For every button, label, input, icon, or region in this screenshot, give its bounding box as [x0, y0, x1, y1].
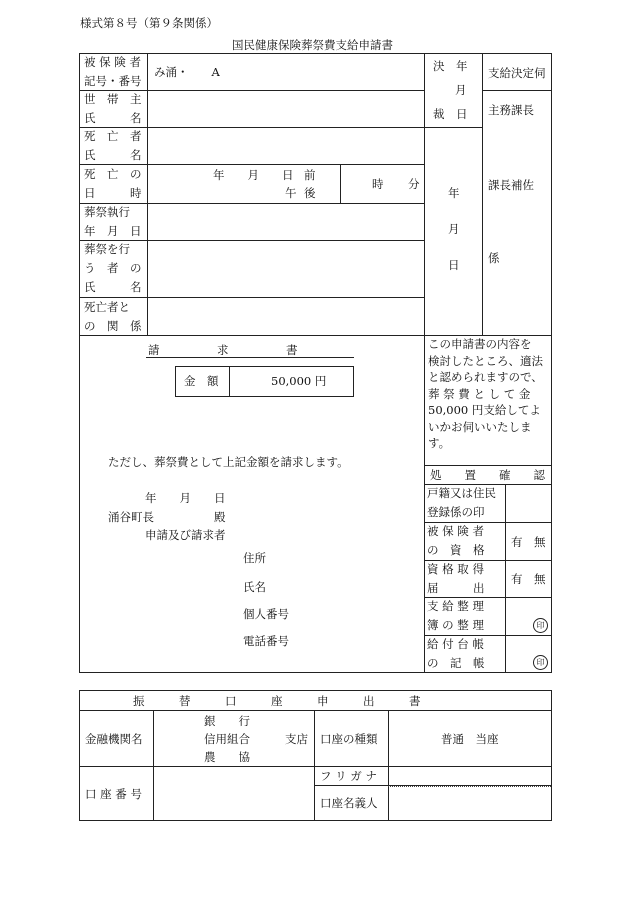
- death-am[interactable]: 前: [304, 168, 316, 182]
- death-hour: 時: [372, 177, 384, 191]
- relation-field[interactable]: [148, 299, 423, 334]
- review-text: この申請書の内容を 検討したところ、適法 と認められますので、 葬 祭 費 と し て 金 50,000 円支給してよ いかお伺いいたしま す。: [428, 337, 543, 450]
- decision-year: 年: [448, 186, 460, 200]
- transfer-heading: 振 替 口 座 申 出 書: [133, 694, 421, 708]
- qualification-yes-no[interactable]: 有 無: [511, 535, 546, 549]
- decision-day: 日: [448, 258, 460, 272]
- funeral-person-field[interactable]: [148, 241, 423, 296]
- account-number-field[interactable]: [154, 767, 313, 820]
- honorific: 殿: [214, 510, 226, 524]
- account-type-label: 口座の種類: [320, 732, 378, 746]
- bank-type-credit-union[interactable]: 信用組合: [204, 732, 250, 746]
- funeral-date-label: 葬祭執行 年 月 日: [84, 205, 142, 238]
- form-number: 様式第８号（第９条関係）: [80, 16, 218, 30]
- acquisition-yes-no[interactable]: 有 無: [511, 572, 546, 586]
- addressee: 涌谷町長: [108, 510, 154, 524]
- household-head-field[interactable]: [148, 91, 423, 126]
- furigana-label: フ リ ガ ナ: [320, 769, 377, 783]
- death-minute: 分: [408, 177, 420, 191]
- relation-label: 死亡者と の 関 係: [84, 300, 142, 333]
- insured-number-value[interactable]: み涌・ A: [154, 65, 220, 79]
- death-pm[interactable]: 後: [304, 186, 316, 200]
- funeral-date-field[interactable]: [148, 204, 423, 239]
- account-number-label: 口 座 番 号: [85, 787, 142, 801]
- noon-prefix: 午: [285, 186, 297, 200]
- decision-kessai: 決 年: [433, 59, 468, 73]
- applicant-label: 申請及び請求者: [145, 528, 226, 542]
- confirm-item-register: 戸籍又は住民 登録係の印: [427, 486, 496, 519]
- death-datetime-label: 死 亡 の 日 時: [84, 167, 142, 200]
- insured-label: 被 保 険 者 記号・番号: [84, 55, 142, 88]
- bank-type-agri-coop[interactable]: 農 協: [204, 750, 250, 764]
- confirm-item-ledger: 支 給 整 理 簿 の 整 理: [427, 599, 484, 632]
- confirm-item-qualification: 被 保 険 者 の 資 格: [427, 524, 485, 557]
- name-label: 氏名: [243, 580, 266, 594]
- account-holder-field[interactable]: [389, 787, 551, 820]
- amount-label: 金 額: [184, 374, 219, 388]
- branch-label: 支店: [285, 732, 308, 746]
- decision-month: 月: [448, 222, 460, 236]
- claim-date[interactable]: 年 月 日: [145, 491, 226, 505]
- account-type-options[interactable]: 普通 当座: [441, 732, 499, 746]
- decision-tsuki: 月: [455, 83, 467, 97]
- account-holder-label: 口座名義人: [320, 796, 378, 810]
- furigana-field[interactable]: [389, 767, 551, 784]
- deceased-name-field[interactable]: [148, 128, 423, 163]
- amount-value: 50,000 円: [271, 374, 327, 388]
- seal-icon[interactable]: 印: [533, 618, 548, 633]
- confirm-item-benefit-book: 給 付 台 帳 の 記 帳: [427, 637, 485, 670]
- approval-header: 支給決定伺: [488, 66, 546, 80]
- deceased-name-label: 死 亡 者 氏 名: [84, 129, 142, 162]
- household-head-label: 世 帯 主 氏 名: [84, 92, 142, 125]
- address-label: 住所: [243, 551, 266, 565]
- bank-type-bank[interactable]: 銀 行: [204, 714, 250, 728]
- form-title: 国民健康保険葬祭費支給申請書: [232, 38, 393, 52]
- bank-name-label: 金融機関名: [85, 732, 143, 746]
- claim-heading: 請 求 書: [148, 343, 298, 357]
- claim-statement: ただし、葬祭費として上記金額を請求します。: [108, 455, 349, 469]
- confirm-item-acquisition: 資 格 取 得 届 出: [427, 562, 485, 595]
- seal-icon[interactable]: 印: [533, 655, 548, 670]
- funeral-person-label: 葬祭を行 う 者 の 氏 名: [84, 242, 142, 294]
- mynumber-label: 個人番号: [243, 607, 289, 621]
- approver-deputy: 課長補佐: [488, 178, 534, 192]
- approver-chief: 主務課長: [488, 103, 534, 117]
- confirm-header: 処 置 確 認: [430, 468, 545, 482]
- register-seal-field[interactable]: [506, 485, 551, 521]
- death-date-ymd: 年 月 日: [213, 168, 294, 182]
- approver-staff: 係: [488, 251, 500, 265]
- phone-label: 電話番号: [243, 634, 289, 648]
- decision-saibi: 裁 日: [433, 107, 468, 121]
